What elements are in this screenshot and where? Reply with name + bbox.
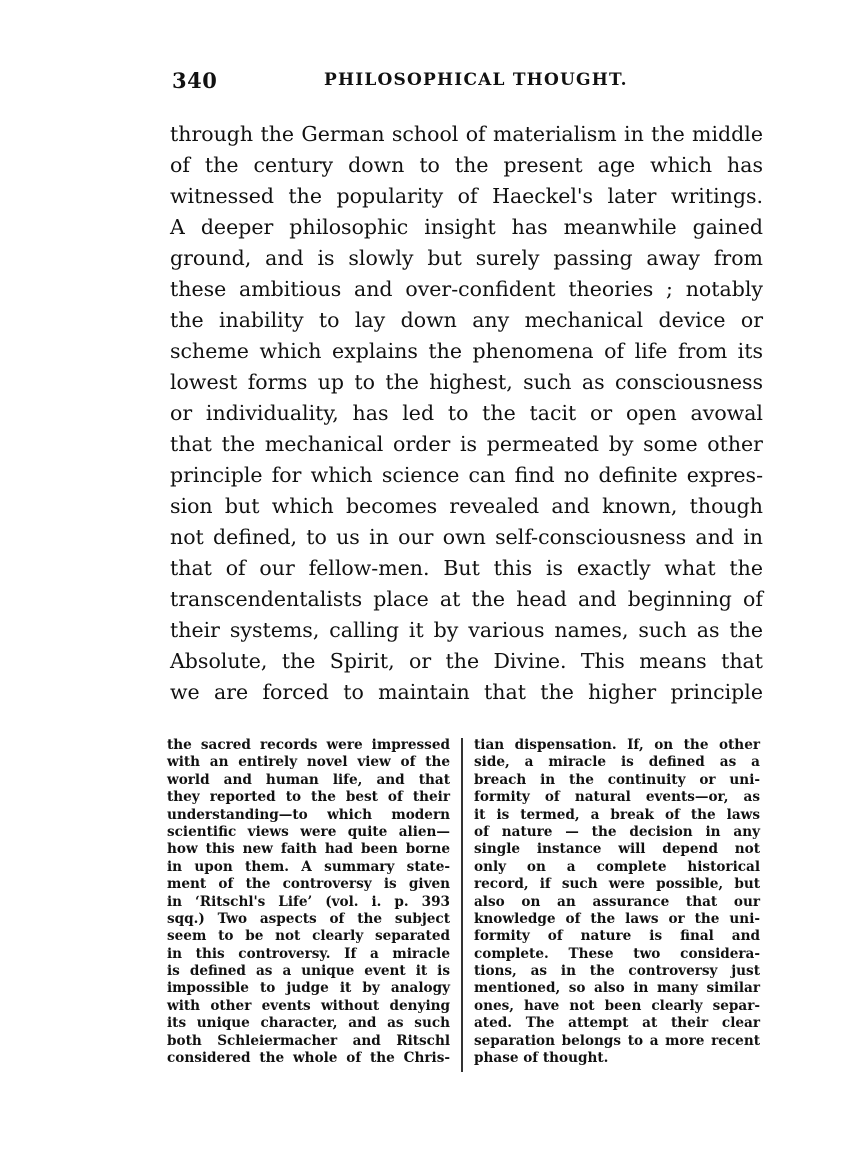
footnote-line: scientific views were quite alien—	[167, 823, 450, 840]
footnote-line: the sacred records were impressed	[167, 737, 450, 753]
text-line: we are forced to maintain that the higher principle	[170, 680, 763, 704]
footnote-line: ated. The attempt at their clear	[474, 1015, 760, 1032]
footnote-line: side, a miracle is defined as a	[474, 754, 760, 771]
footnote-line: in ‘Ritschl's Life’ (vol. i. p. 393	[167, 893, 450, 910]
text-line: A deeper philosophic insight has meanwhile gained	[170, 215, 763, 239]
footnote-line: its unique character, and as such	[167, 1015, 450, 1032]
text-line: ground, and is slowly but surely passing away from	[170, 246, 763, 270]
footnote-line: with other events without denying	[167, 997, 450, 1014]
footnote-line: of nature — the decision in any	[474, 823, 760, 840]
text-line: transcendentalists place at the head and beginning of	[170, 587, 763, 611]
text-line: not defined, to us in our own self-consciousness and in	[170, 525, 763, 549]
text-line: Absolute, the Spirit, or the Divine. This means that	[170, 649, 763, 673]
footnote-line: it is termed, a break of the laws	[474, 806, 760, 823]
footnote-line: world and human life, and that	[167, 771, 450, 788]
footnote-line: is defined as a unique event it is	[167, 963, 450, 980]
footnote-line: seem to be not clearly separated	[167, 928, 450, 945]
footnote-right-column	[474, 737, 760, 1067]
text-line: their systems, calling it by various names, such as the	[170, 618, 763, 642]
footnote-line: sqq.) Two aspects of the subject	[167, 910, 450, 927]
footnote-line: with an entirely novel view of the	[167, 754, 450, 771]
page-header	[172, 68, 772, 98]
footnote-line: phase of thought.	[474, 1050, 609, 1067]
footnote-line: understanding—to which modern	[167, 806, 450, 823]
footnote-line: single instance will depend not	[474, 841, 760, 858]
footnote-line: only on a complete historical	[474, 858, 760, 875]
footnote-line: record, if such were possible, but	[474, 876, 760, 893]
footnote-line: breach in the continuity or uni-	[474, 771, 760, 788]
footnote-line: ones, have not been clearly separ-	[474, 997, 760, 1014]
footnote-line: tian dispensation. If, on the other	[474, 737, 760, 753]
text-line: the inability to lay down any mechanical device or	[170, 308, 763, 332]
column-divider	[461, 738, 463, 1072]
text-line: of the century down to the present age which has	[170, 153, 763, 177]
footnote-line: both Schleiermacher and Ritschl	[167, 1032, 450, 1049]
text-line: scheme which explains the phenomena of life from its	[170, 339, 763, 363]
footnote-line: in upon them. A summary state-	[167, 858, 450, 875]
text-line: these ambitious and over-confident theories ; notably	[170, 277, 763, 301]
text-line: or individuality, has led to the tacit or open avowal	[170, 401, 763, 425]
footnote-line: they reported to the best of their	[167, 789, 450, 806]
text-line: lowest forms up to the highest, such as consciousness	[170, 370, 763, 394]
footnote-line: impossible to judge it by analogy	[167, 980, 450, 997]
footnote-line: formity of natural events—or, as	[474, 789, 760, 806]
main-text-body	[170, 119, 763, 708]
footnote-line: how this new faith had been borne	[167, 841, 450, 858]
footnote-line: complete. These two considera-	[474, 945, 760, 962]
text-line: through the German school of materialism in the middle	[170, 122, 763, 146]
text-line: that the mechanical order is permeated by some other	[170, 432, 763, 456]
footnote-line: also on an assurance that our	[474, 893, 760, 910]
footnote-line: in this controversy. If a miracle	[167, 945, 450, 962]
footnote-line: tions, as in the controversy just	[474, 963, 760, 980]
footnote-line: considered the whole of the Chris-	[167, 1050, 450, 1067]
running-head: PHILOSOPHICAL THOUGHT.	[324, 70, 628, 90]
footnote-line: separation belongs to a more recent	[474, 1032, 760, 1049]
text-line: sion but which becomes revealed and known, though	[170, 494, 763, 518]
page-number: 340	[172, 68, 218, 93]
footnote-line: ment of the controversy is given	[167, 876, 450, 893]
text-line: witnessed the popularity of Haeckel's later writings.	[170, 184, 763, 208]
text-line: principle for which science can find no definite expres-	[170, 463, 763, 487]
text-line: that of our fellow-men. But this is exactly what the	[170, 556, 763, 580]
footnote-line: knowledge of the laws or the uni-	[474, 910, 760, 927]
footnote-line: formity of nature is final and	[474, 928, 760, 945]
footnote-line: mentioned, so also in many similar	[474, 980, 760, 997]
footnote-left-column	[167, 737, 450, 1067]
